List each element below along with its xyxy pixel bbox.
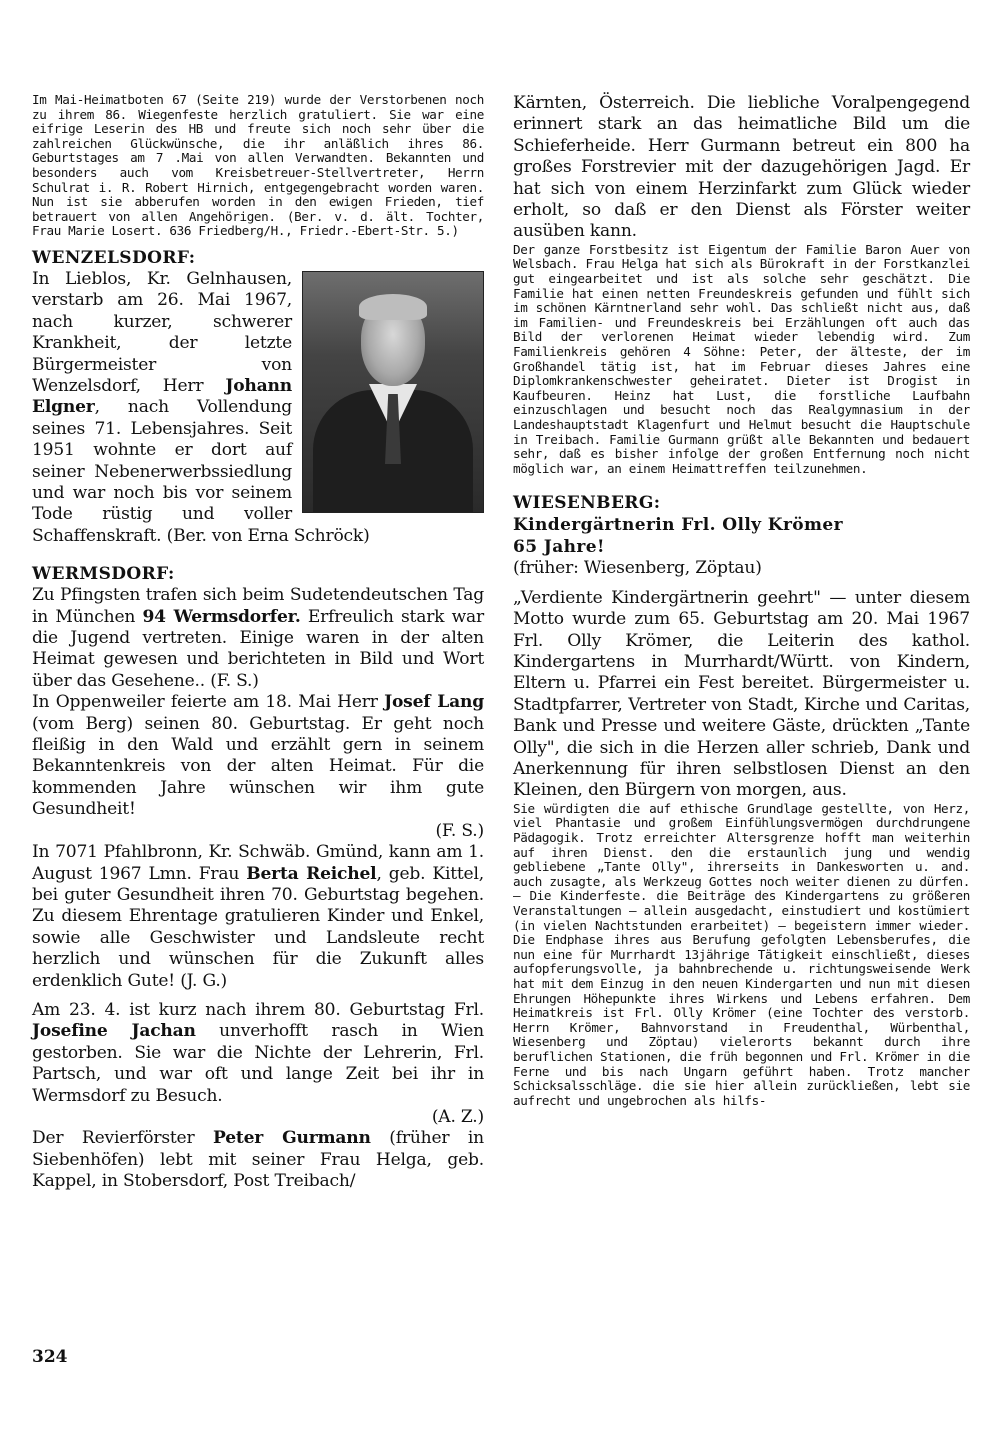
- heading-wenzelsdorf: WENZELSDORF:: [32, 247, 196, 268]
- gurmann-continued: Kärnten, Österreich. Die liebliche Voralpengegend erinnert stark an das heimatliche Bild um die Schieferheide. Herr Gurmann betreut ein 800 ha großes Forstrevier mit der dazugehörigen Jagd. Er hat sich von einem Herzinfarkt zum Glück wieder erholt, so daß er den Dienst als Förster weiter ausüben kann.: [513, 93, 970, 242]
- name-berta-reichel: Berta Reichel: [246, 863, 377, 884]
- name-peter-gurmann: Peter Gurmann: [213, 1128, 371, 1149]
- wermsdorf-gurmann: [32, 1128, 484, 1192]
- gurmann-family: Der ganze Forstbesitz ist Eigentum der Familie Baron Auer von Welsbach. Frau Helga hat sich als Bürokraft in der Forstkanzlei gut eingearbeitet und ist als solche sehr geschätzt. Die Familie hat einen netten Freundeskreis gefunden und fühlt sich im schönen Kärntnerland sehr wohl. Das schließt nicht aus, daß im Familien- und Freundeskreis bei Erzählungen oft auch das Bild der verlorenen Heimat wieder lebendig wird. Zum Familienkreis gehören 4 Söhne: Peter, der älteste, der im Großhandel tätig ist, hat im Februar dieses Jahres eine Diplomkrankenschwester geheiratet. Dieter ist Drogist in Kaufbeuren. Heinz hat Lust, die forstliche Laufbahn einzuschlagen und besucht noch das Realgymnasium in der Landeshauptstadt Klagenfurt und Helmut besucht die Hauptschule in Treibach. Familie Gurmann grüßt alle Bekannten und bedauert sehr, daß es bisher infolge der großen Entfernung noch nicht möglich war, an einem Heimattreffen teilzunehmen.: [513, 241, 970, 476]
- jachan-text-b: unverhofft rasch in Wien gestorben. Sie war die Nichte der Lehrerin, Frl. Partsch, und war oft und lange Zeit bei ihr in Wermsdorf zu Besuch.: [32, 1021, 484, 1106]
- reichel-text-b: , geb. Kittel, bei guter Gesundheit ihren 70. Geburtstag begehen. Zu diesem Ehrentage gratulieren Kinder und Enkel, sowie alle Geschwister und Landsleute recht herzlich und wünschen für die Zukunft alles erdenklich Gute! (J. G.): [32, 863, 484, 991]
- wermsdorf-jachan: [32, 1000, 484, 1128]
- pfingsten-text-a: Zu Pfingsten trafen sich beim Sudetendeutschen Tag in München: [32, 585, 484, 627]
- pfingsten-text-b: Erfreulich stark war die Jugend vertreten. Einige waren in der alten Heimat gewesen und berichteten in Bild und Wort über das Gesehene.. (F. S.): [32, 606, 484, 691]
- kroemer-article-main: „Verdiente Kindergärtnerin geehrt" — unter diesem Motto wurde zum 65. Geburtstag am 20. Mai 1967 Frl. Olly Krömer, die Leiterin des kathol. Kindergartens in Murrhardt/Württ. von Kindern, Eltern u. Pfarrei ein Fest bereitet. Bürgermeister u. Stadtpfarrer, Vertreter von Stadt, Kirche und Caritas, Bank und Presse und weitere Gäste, drückten „Tante Olly", die sich in die Herzen aller schrieb, Dank und Anerkennung für ihren selbstlosen Dienst an den Kleinen, den Bürgern von morgen, aus.: [513, 587, 970, 801]
- gurmann-text-a: Der Revierförster: [32, 1128, 213, 1149]
- wermsdorf-lang: [32, 692, 484, 842]
- kroemer-former-places: (früher: Wiesenberg, Zöptau): [513, 558, 762, 579]
- heading-wermsdorf: WERMSDORF:: [32, 564, 175, 585]
- page-number: 324: [32, 1347, 68, 1367]
- lang-text-a: In Oppenweiler feierte am 18. Mai Herr: [32, 692, 385, 713]
- kroemer-article-detail: Sie würdigten die auf ethische Grundlage gestellte, von Herz, viel Phantasie und großem Einfühlungsvermögen durchdrungene Pädagogik. Trotz erreichter Altersgrenze hofft man weiterhin auf ihren Dienst. den die erstaunlich jung und wendig gebliebene „Tante Olly", ihrerseits in Dankesworten u. and. auch zusagte, als Werkzeug Gottes noch weiter dienen zu dürfen. — Die Kinderfeste. die Beiträge des Kindergartens zu größeren Veranstaltungen — allein ausgedacht, einstudiert und kostümiert (in vielen Nachtstunden erarbeitet) — begeistern immer wieder. Die Endphase ihres aus Berufung gefolgten Lebensberufes, die nun eine für Murrhardt 13jährige Tätigkeit einschließt, dieses aufopferungsvolle, ja bahnbrechende u. richtungsweisende Werk hat mit dem Einzug in den neuen Kindergarten und nun mit diesen Ehrungen Höhepunkte ihres Wirkens und Lebens erfahren. Dem Heimatkreis ist Frl. Olly Krömer (eine Tochter des verstorb. Herrn Krömer, Bahnvorstand in Freudenthal, Würbenthal, Wiesenberg und Zöptau) vielerorts bekannt durch ihre beruflichen Stationen, die früh begonnen und Frl. Krömer in die Ferne und bis nach Ungarn geführt haben. Trotz mancher Schicksalsschläge. die sie hier allein zurückließen, lebt sie aufrecht und ungebrochen als hilfs-: [513, 800, 970, 1108]
- wermsdorf-pfingsten: [32, 585, 484, 692]
- photo-hair-shape: [359, 294, 427, 320]
- subheading-65-jahre: 65 Jahre!: [513, 537, 605, 558]
- jachan-signature: (A. Z.): [431, 1106, 484, 1127]
- jachan-text-a: Am 23. 4. ist kurz nach ihrem 80. Geburtstag Frl.: [32, 999, 484, 1020]
- wenzelsdorf-text-b: , nach Vollendung seines 71. Lebensjahres. Seit 1951 wohnte er dort auf seiner Nebenerwerbssiedlung und war noch bis vor seinem Tode rüstig und voller Schaffenskraft. (Ber. von Erna Schröck): [32, 397, 370, 546]
- name-josef-lang: Josef Lang: [384, 692, 484, 713]
- lang-signature: (F. S.): [435, 820, 484, 841]
- wermsdorf-reichel: [32, 842, 484, 992]
- lang-text-b: (vom Berg) seinen 80. Geburtstag. Er geht noch fleißig in den Wald und erzählt gern in seinem Bekanntenkreis von der alten Heimat. Für die kommenden Jahre wünschen wir ihm gute Gesundheit!: [32, 713, 484, 820]
- name-josefine-jachan: Josefine Jachan: [32, 1021, 196, 1042]
- wenzelsdorf-text-a: In Lieblos, Kr. Gelnhausen, verstarb am 26. Mai 1967, nach kurzer, schwerer Krankheit, der letzte Bürgermeister von Wenzelsdorf, Herr: [32, 268, 292, 396]
- gurmann-text-b: (früher in Siebenhöfen) lebt mit seiner Frau Helga, geb. Kappel, in Stobersdorf, Post Treibach/: [32, 1128, 484, 1192]
- subheading-kroemer: Kindergärtnerin Frl. Olly Krömer: [513, 515, 844, 536]
- left-column: [32, 93, 484, 1193]
- obituary-intro: Im Mai-Heimatboten 67 (Seite 219) wurde der Verstorbenen noch zu ihrem 86. Wiegenfeste herzlich gratuliert. Sie war eine eifrige Leserin des HB und freute sich noch sehr über die zahlreichen Glückwünsche, die ihr anläßlich ihres 86. Geburtstages am 7 .Mai von allen Verwandten. Bekannten und besonders auch vom Kreisbetreuer-Stellvertreter, Herrn Schulrat i. R. Robert Hirnich, entgegengebracht worden waren. Nun ist sie abberufen worden in den ewigen Frieden, tief betrauert von allen Angehörigen. (Ber. v. d. ält. Tochter, Frau Marie Losert. 636 Friedberg/H., Friedr.-Ebert-Str. 5.): [32, 92, 484, 239]
- reichel-text-a: In 7071 Pfahlbronn, Kr. Schwäb. Gmünd, kann am 1. August 1967 Lmn. Frau: [32, 842, 484, 884]
- heading-wiesenberg: WIESENBERG:: [513, 493, 661, 514]
- right-column: [513, 93, 970, 1108]
- wenzelsdorf-article: [32, 269, 484, 547]
- bold-94-wermsdorfer: 94 Wermsdorfer.: [142, 606, 301, 627]
- name-johann-elgner: Johann Elgner: [32, 375, 292, 418]
- portrait-photo: [302, 271, 484, 513]
